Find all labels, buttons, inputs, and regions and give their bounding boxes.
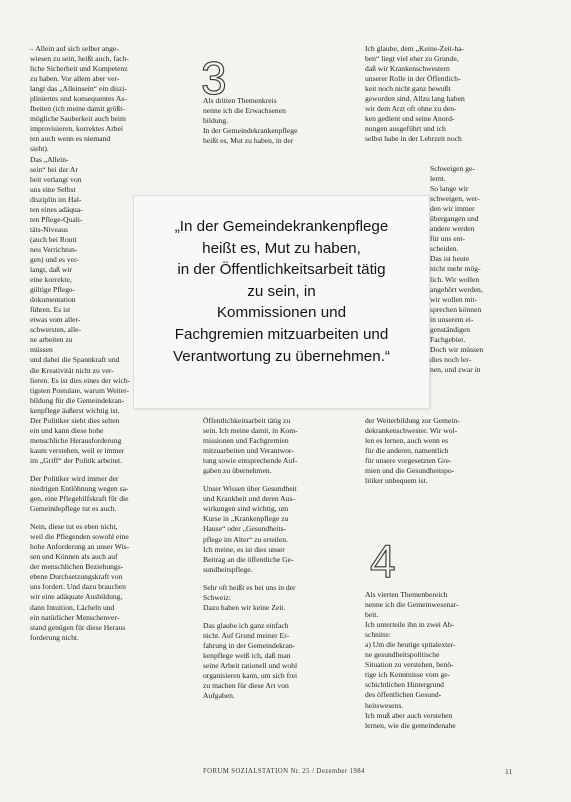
text-line: zu haben. Vor allem aber ver- — [30, 74, 120, 84]
text-line: gaben zu übernehmen. — [203, 466, 272, 476]
text-line: len es lernen, auch wenn es — [365, 436, 449, 446]
text-line: nenne ich die Gemeinwesenar- — [365, 600, 459, 610]
text-line: menschliche Herausforderung — [30, 435, 122, 445]
text-line: gültige Pflege- — [30, 285, 75, 295]
text-line: disziplin im Hal- — [30, 194, 82, 204]
text-line: niedrigen Entlöhnung wegen sa- — [30, 484, 129, 494]
text-line: unserer Rolle in der Öffentlich- — [365, 74, 461, 84]
text-line: sprechen können — [430, 304, 482, 314]
text-line: ben“ liegt viel eher zu Grunde, — [365, 54, 459, 64]
paragraph — [365, 44, 525, 144]
text-line: Als dritten Themenkreis — [203, 96, 277, 105]
text-line: müssen — [30, 345, 53, 355]
text-line: wirkungen sind wichtig, um — [203, 504, 289, 514]
paragraph — [203, 484, 358, 574]
section-number-3: 3 — [201, 52, 227, 104]
text-line: Fachgremien mitzuarbeiten und — [174, 325, 389, 343]
text-line: selbst habe in der Lehrzeit noch — [365, 134, 462, 144]
text-line: dekrankenschwester. Wir wol- — [365, 426, 458, 436]
text-line: dies noch ler- — [430, 354, 472, 364]
text-line: uns fordert. Und dazu brauchen — [30, 582, 126, 592]
text-line: improvisieren, korrektes Arbei — [30, 124, 123, 134]
text-line: ebene Durchsetzungskraft von — [30, 572, 123, 582]
text-line: kenpflege weiß ich, daß man — [203, 650, 291, 660]
text-line: wir eine adäquate Ausbildung, — [30, 592, 123, 602]
text-line: ein und kann diese hohe — [30, 425, 104, 435]
text-line: scheiden. — [430, 244, 459, 254]
text-line: Das „Allein- — [30, 154, 69, 164]
text-line: genständigen — [430, 324, 471, 334]
paragraph — [365, 416, 525, 486]
text-line: mitzuarbeiten und Verantwor- — [203, 446, 294, 456]
text-line: für uns ent- — [430, 234, 466, 244]
text-line: tung sowie entsprechende Auf- — [203, 456, 298, 466]
text-line: gen) und es ver- — [30, 254, 79, 264]
column-middle-top — [203, 96, 355, 146]
text-line: ten Pflege-Quali- — [30, 214, 83, 224]
text-line: eine korrekte, — [30, 275, 72, 285]
text-line: ken gedient und seine Anord- — [365, 114, 455, 124]
text-line: pflege im Alter“ zu erteilen. — [203, 534, 288, 544]
text-line: dann Intuition, Lächeln und — [30, 602, 115, 612]
text-line: sieht). — [30, 144, 49, 154]
text-line: Fachgebiet. — [430, 334, 466, 344]
column-right-mid — [365, 416, 525, 486]
text-line: bildung für die Gemeindekran- — [30, 395, 125, 405]
text-line: heitswesens. — [365, 700, 404, 710]
text-line: kaum verstehen, weil er immer — [30, 445, 125, 455]
text-line: schichtlichen Hintergrund — [365, 680, 444, 690]
text-line: in unserem ei- — [430, 314, 474, 324]
text-line: lernt. — [430, 174, 446, 184]
text-line: nicht. Auf Grund meiner Er- — [203, 630, 290, 640]
text-line: schwersten, alle- — [30, 325, 82, 335]
pull-quote-box — [133, 195, 430, 409]
text-line: nenne ich die Erwachsenen — [203, 106, 286, 116]
text-line: Ich meine, es ist dies unser — [203, 544, 285, 554]
paragraph — [365, 590, 530, 731]
text-line: nen, und zwar in — [430, 364, 481, 374]
text-line: ein natürlicher Menschenver- — [30, 612, 120, 622]
text-line: daß wir Krankenschwestern — [365, 64, 450, 74]
text-line: mien und die Gesundheitspo- — [365, 466, 455, 476]
text-line: Sehr oft heißt es bei uns in der — [203, 582, 296, 592]
text-line: des öffentlichen Gesund- — [365, 690, 442, 700]
text-line: für unsere vorgesetzten Gre- — [365, 456, 452, 466]
text-line: wiesen zu sein, heißt auch, fach- — [30, 54, 129, 64]
column-middle — [203, 416, 358, 701]
text-line: missionen und Fachgremien — [203, 436, 289, 446]
paragraph — [30, 474, 190, 514]
text-line: Ibeiten (ich meine damit größt- — [30, 104, 125, 114]
text-line: nungen ausgeführt und ich — [365, 124, 446, 134]
text-line: sein“ bei der Ar — [30, 164, 78, 174]
paragraph — [203, 621, 358, 701]
paragraph — [30, 44, 190, 155]
text-line: a) Um die heutige spitalexter- — [365, 640, 456, 650]
text-line: fahrung in der Gemeindekran- — [203, 640, 296, 650]
paragraph — [203, 96, 355, 146]
text-line: weil die Pflegenden sowohl eine — [30, 532, 129, 542]
text-line: liche Sicherheit und Kompetenz — [30, 64, 128, 74]
text-line: ten auch wenn es niemand — [30, 134, 111, 144]
section-number-4: 4 — [370, 535, 396, 587]
text-line: Das glaube ich ganz einfach — [203, 620, 289, 630]
text-line: etwas vom aller- — [30, 315, 81, 325]
text-line: Unser Wissen über Gesundheit — [203, 484, 297, 494]
column-right-narrow — [430, 164, 525, 375]
text-line: lich. Wir wollen — [430, 274, 480, 284]
text-line: täts-Niveaus — [30, 224, 68, 234]
text-line: ne gesundheitspolitische — [365, 650, 440, 660]
text-line: stand genügen für diese Heraus — [30, 622, 126, 632]
pull-quote-text — [134, 216, 429, 367]
text-line: führen. Es ist — [30, 305, 71, 315]
text-line: zu sein, in — [247, 282, 316, 300]
text-line: sen und Können als auch auf — [30, 552, 118, 562]
text-line: im „Griff“ der Politik arbeitet. — [30, 455, 123, 465]
text-line: die Kreativität nicht zu ver- — [30, 365, 114, 375]
text-line: Beitrag an die öffentliche Ge- — [203, 554, 294, 564]
text-line: Verantwortung zu übernehmen.“ — [173, 347, 390, 365]
text-line: langt das „Alleinsein“ ein diszi- — [30, 84, 128, 94]
text-line: den wir immer — [430, 204, 475, 214]
text-line: übergangen und — [430, 214, 479, 224]
text-line: keit noch nicht ganz bewußt — [365, 84, 451, 94]
text-line: Kurse in „Krankenpflege zu — [203, 514, 289, 524]
text-line: geworden sind. Allzu lang haben — [365, 94, 465, 104]
text-line: sundheitspflege. — [203, 564, 253, 574]
text-line: bildung. — [203, 116, 229, 126]
text-line: nicht mehr mög- — [430, 264, 481, 274]
text-line: zu machen für diese Art von — [203, 681, 289, 691]
text-line: Als vierten Themenbereich — [365, 590, 448, 599]
text-line: Gemeindepflege tut es auch. — [30, 504, 117, 514]
text-line: ne arbeiten zu — [30, 335, 73, 345]
text-line: angehört werden, — [430, 284, 483, 294]
text-line: Das ist heute — [430, 254, 470, 264]
text-line: Nein, diese tut es eben nicht, — [30, 522, 118, 532]
text-line: Öffentlichkeitsarbeit tätig zu — [203, 416, 291, 425]
text-line: für die anderen, namentlich — [365, 446, 449, 456]
text-line: tigsten Postulate, warum Weiter- — [30, 385, 130, 395]
text-line: forderung nicht. — [30, 632, 79, 642]
text-line: heißt es, Mut zu haben, in der — [203, 136, 294, 146]
text-line: dokumentation — [30, 295, 76, 305]
column-right-bottom — [365, 590, 530, 731]
text-line: Schweigen ge- — [430, 164, 475, 173]
text-line: wir wollen mit- — [430, 294, 478, 304]
text-line: hohe Anforderung an unser Wis- — [30, 542, 130, 552]
text-line: Aufgaben. — [203, 691, 235, 701]
text-line: langt, daß wir — [30, 265, 72, 275]
text-line: beit verlangt von — [30, 174, 82, 184]
text-line: neu Verrichtun- — [30, 244, 78, 254]
text-line: Ich unterteile ihn in zwei Ab- — [365, 620, 455, 630]
text-line: tige ich Kenntnisse vom ge- — [365, 670, 451, 680]
text-line: organisieren kann, um sich frei — [203, 671, 298, 681]
text-line: uns eine Selbst — [30, 184, 76, 194]
text-line: in der Öffentlichkeitsarbeit tätig — [177, 261, 386, 279]
text-line: sein. Ich meine damit, in Kom- — [203, 426, 298, 436]
text-line: lernen, wie die gemeindenahe — [365, 720, 456, 730]
text-line: litiker unbequem ist. — [365, 476, 428, 486]
paragraph — [203, 416, 358, 476]
text-line: der menschlichen Beziehungs- — [30, 562, 124, 572]
text-line: schnitte: — [365, 630, 391, 640]
text-line: lieren. Es ist dies eines der wich- — [30, 375, 131, 385]
text-line: Schweiz: — [203, 592, 231, 602]
text-line: seine Arbeit rationell und wohl — [203, 661, 298, 671]
text-line: „In der Gemeindekrankenpflege — [174, 218, 389, 235]
text-line: der Weiterbildung zur Gemein- — [365, 416, 460, 425]
text-line: gen, eine Pflegehilfskraft für die — [30, 494, 129, 504]
page-number: 11 — [505, 767, 513, 776]
text-line: – Allein auf sich selber ange- — [30, 44, 119, 53]
text-line: Hause“ oder „Gesundheits- — [203, 524, 287, 534]
text-line: andere werden — [430, 224, 475, 234]
text-line: und dabei die Spannkraft und — [30, 355, 120, 365]
text-line: Doch wir müssen — [430, 344, 484, 354]
text-line: pliniertes und konsequentes As- — [30, 94, 127, 104]
text-line: So lange wir — [430, 184, 469, 194]
paragraph — [430, 164, 525, 375]
text-line: und Krankheit und deren Aus- — [203, 494, 295, 504]
text-line: Ich glaube, dem „Keine-Zeit-ha- — [365, 44, 465, 53]
text-line: wir dem Arzt oft ohne zu den- — [365, 104, 457, 114]
paragraph — [203, 583, 358, 613]
text-line: ten eines adäqua- — [30, 204, 83, 214]
text-line: beit. — [365, 610, 379, 620]
footer-publication: FORUM SOZIALSTATION Nr. 25 / Dezember 1984 — [203, 768, 365, 775]
text-line: schweigen, wer- — [430, 194, 480, 204]
text-line: mögliche Sauberkeit auch beim — [30, 114, 126, 124]
text-line: Ich muß aber auch verstehen — [365, 710, 453, 720]
text-line: Der Politiker sieht dies selten — [30, 415, 120, 425]
paragraph — [30, 522, 190, 643]
text-line: Dazu haben wir keine Zeit. — [203, 602, 286, 612]
text-line: kenpflege äußerst wichtig ist. — [30, 405, 120, 415]
text-line: Situation zu verstehen, benö- — [365, 660, 454, 670]
text-line: Kommissionen und — [216, 304, 347, 322]
column-right-top — [365, 44, 525, 144]
text-line: heißt es, Mut zu haben, — [202, 239, 361, 257]
text-line: In der Gemeindekrankenpflege — [203, 126, 298, 136]
text-line: Der Politiker wird immer der — [30, 473, 119, 483]
text-line: (auch bei Routi — [30, 234, 77, 244]
